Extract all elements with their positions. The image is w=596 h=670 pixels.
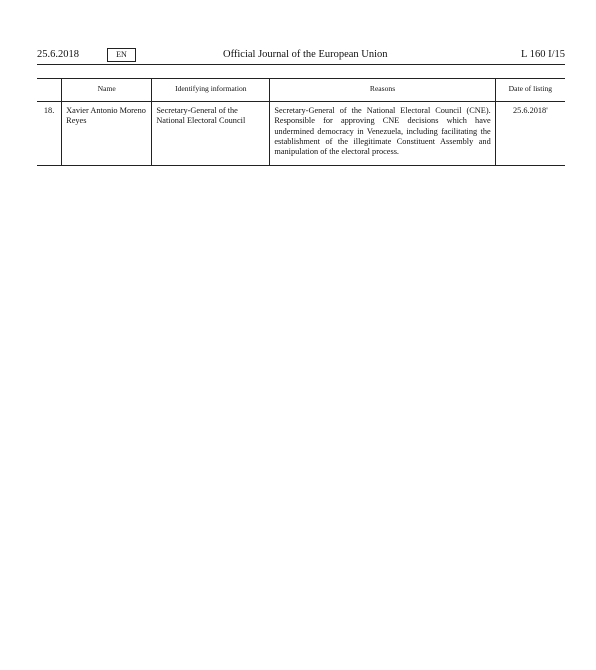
- identifying-information: Secretary-General of the National Electoral Council: [152, 102, 270, 166]
- sanctions-table: [37, 78, 565, 166]
- journal-title: Official Journal of the European Union: [223, 49, 388, 60]
- listing-reasons: Secretary-General of the National Electoral Council (CNE). Responsible for approving CNE decisions which have undermined democracy in Venezuela, including facilitating the establishment of the illegitimate Constituent Assembly and manipulation of the electoral process.: [270, 102, 495, 166]
- page-reference: L 160 I/15: [521, 49, 565, 60]
- page-header: [37, 49, 565, 65]
- column-header-reasons: Reasons: [270, 79, 495, 102]
- column-header-identifying-information: Identifying information: [152, 79, 270, 102]
- person-name: Xavier Antonio Moreno Reyes: [62, 102, 152, 166]
- column-header-number: [37, 79, 62, 102]
- row-number: 18.: [43, 106, 55, 116]
- header-date: 25.6.2018: [37, 49, 79, 60]
- language-badge: EN: [107, 48, 136, 62]
- column-header-name: Name: [62, 79, 152, 102]
- date-of-listing: 25.6.2018': [495, 102, 565, 166]
- table-header-row: [37, 79, 565, 102]
- column-header-date-of-listing: Date of listing: [495, 79, 565, 102]
- header-rule: [37, 64, 565, 65]
- table-row: [37, 102, 565, 166]
